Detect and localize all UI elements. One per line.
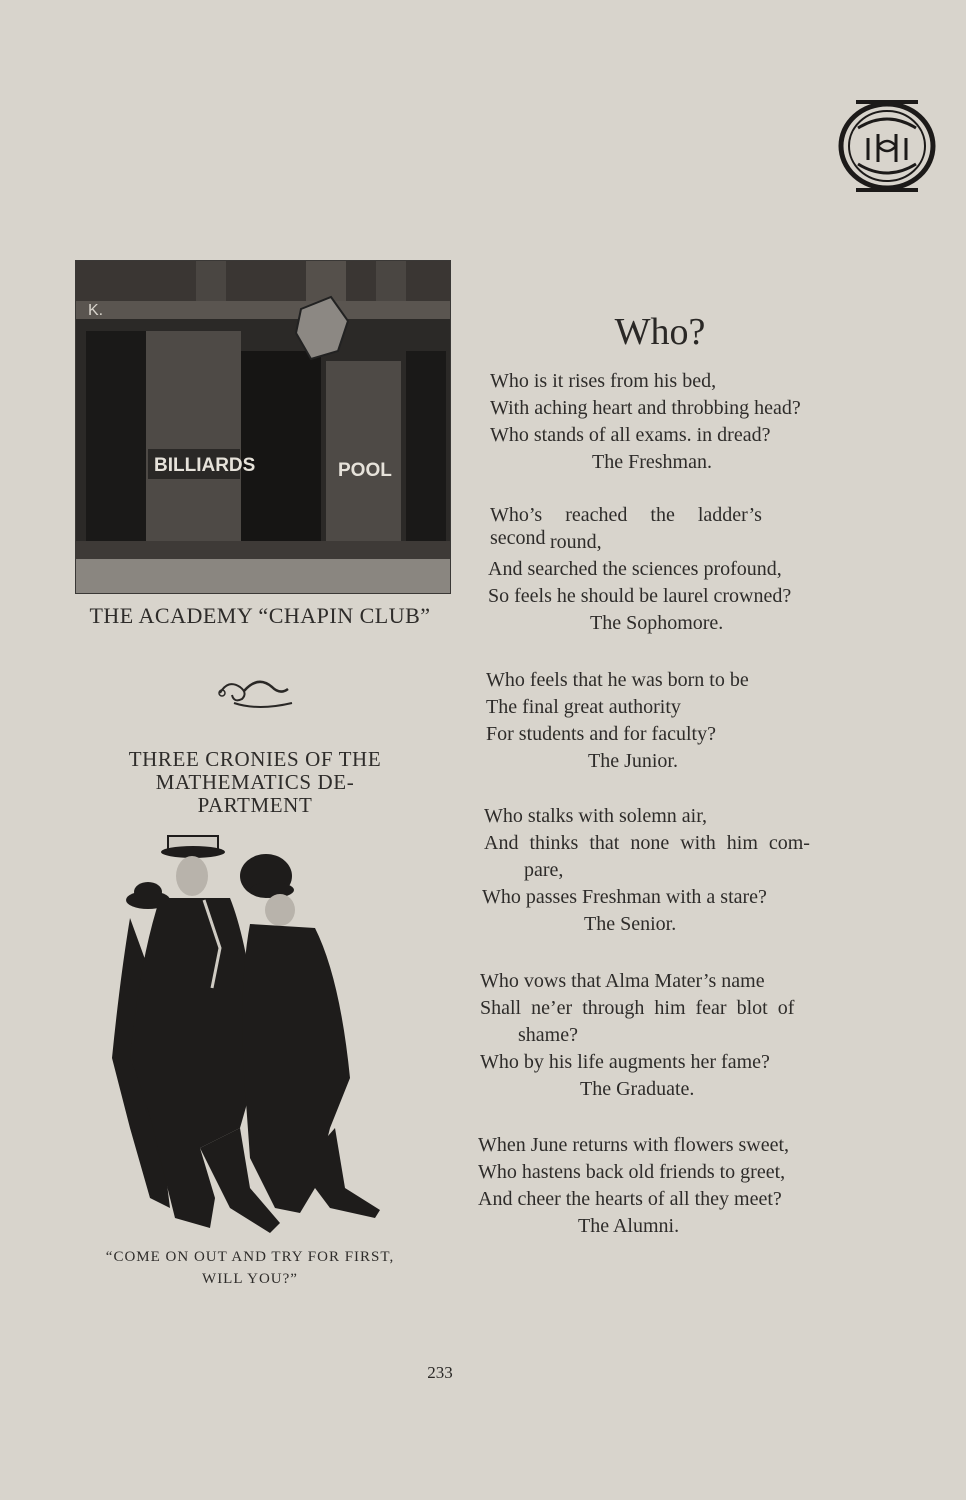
poem-line: round, bbox=[550, 531, 602, 553]
cronies-caption-line-1: “COME ON OUT AND TRY FOR FIRST, bbox=[105, 1249, 395, 1265]
poem-line: Who feels that he was born to be bbox=[486, 669, 749, 691]
poem-refrain: The Alumni. bbox=[578, 1215, 680, 1237]
photo1-caption: THE ACADEMY “CHAPIN CLUB” bbox=[89, 603, 431, 628]
poem-line: Who stalks with solemn air, bbox=[484, 805, 708, 827]
poem-line: Who hastens back old friends to greet, bbox=[478, 1161, 786, 1183]
poem-line: And searched the sciences profound, bbox=[488, 558, 782, 580]
poem-refrain: The Senior. bbox=[584, 913, 677, 935]
cronies-heading-line-1: THREE CRONIES OF THE bbox=[128, 747, 382, 771]
poem-line bbox=[490, 504, 834, 550]
poem-line: Who’s reached the ladder’s second bbox=[490, 504, 762, 549]
poem-line: And cheer the hearts of all they meet? bbox=[478, 1188, 782, 1210]
poem-title: Who? bbox=[614, 311, 706, 353]
svg-text:K.: K. bbox=[88, 302, 104, 319]
cronies-caption bbox=[80, 1246, 420, 1290]
poem-line: Who stands of all exams. in dread? bbox=[490, 424, 771, 446]
poem-line: For students and for faculty? bbox=[486, 723, 716, 745]
poem-refrain: The Graduate. bbox=[580, 1078, 695, 1100]
poem-line: Who by his life augments her fame? bbox=[480, 1051, 770, 1073]
poem-line: Who passes Freshman with a stare? bbox=[482, 886, 767, 908]
poem-line: When June returns with flowers sweet, bbox=[478, 1134, 790, 1156]
poem-line: Who is it rises from his bed, bbox=[490, 370, 717, 392]
three-men-walking-photo bbox=[100, 828, 390, 1243]
poem-line: And thinks that none with him com- bbox=[484, 832, 810, 854]
poem-refrain: The Freshman. bbox=[592, 451, 712, 473]
cronies-caption-line-2: WILL YOU?” bbox=[202, 1271, 298, 1287]
poem-line: With aching heart and throbbing head? bbox=[490, 397, 801, 419]
poem-line: shame? bbox=[518, 1024, 578, 1046]
billiards-storefront-photo bbox=[75, 260, 451, 594]
sign-pool: POOL bbox=[338, 460, 392, 481]
class-emblem-icon bbox=[838, 98, 936, 194]
poem-line: Who vows that Alma Mater’s name bbox=[480, 970, 765, 992]
poem-line: pare, bbox=[524, 859, 564, 881]
cronies-heading-line-3: PARTMENT bbox=[197, 793, 313, 817]
cronies-heading bbox=[100, 748, 410, 817]
sign-billiards: BILLIARDS bbox=[154, 455, 256, 476]
page-number: 233 bbox=[427, 1363, 453, 1382]
poem-line: Shall ne’er through him fear blot of bbox=[480, 997, 795, 1019]
ornament-icon bbox=[214, 673, 296, 711]
poem-line: The final great authority bbox=[486, 696, 681, 718]
poem-line: So feels he should be laurel crowned? bbox=[488, 585, 792, 607]
poem-refrain: The Sophomore. bbox=[590, 612, 724, 634]
cronies-heading-line-2: MATHEMATICS DE- bbox=[155, 770, 355, 794]
poem-refrain: The Junior. bbox=[588, 750, 678, 772]
